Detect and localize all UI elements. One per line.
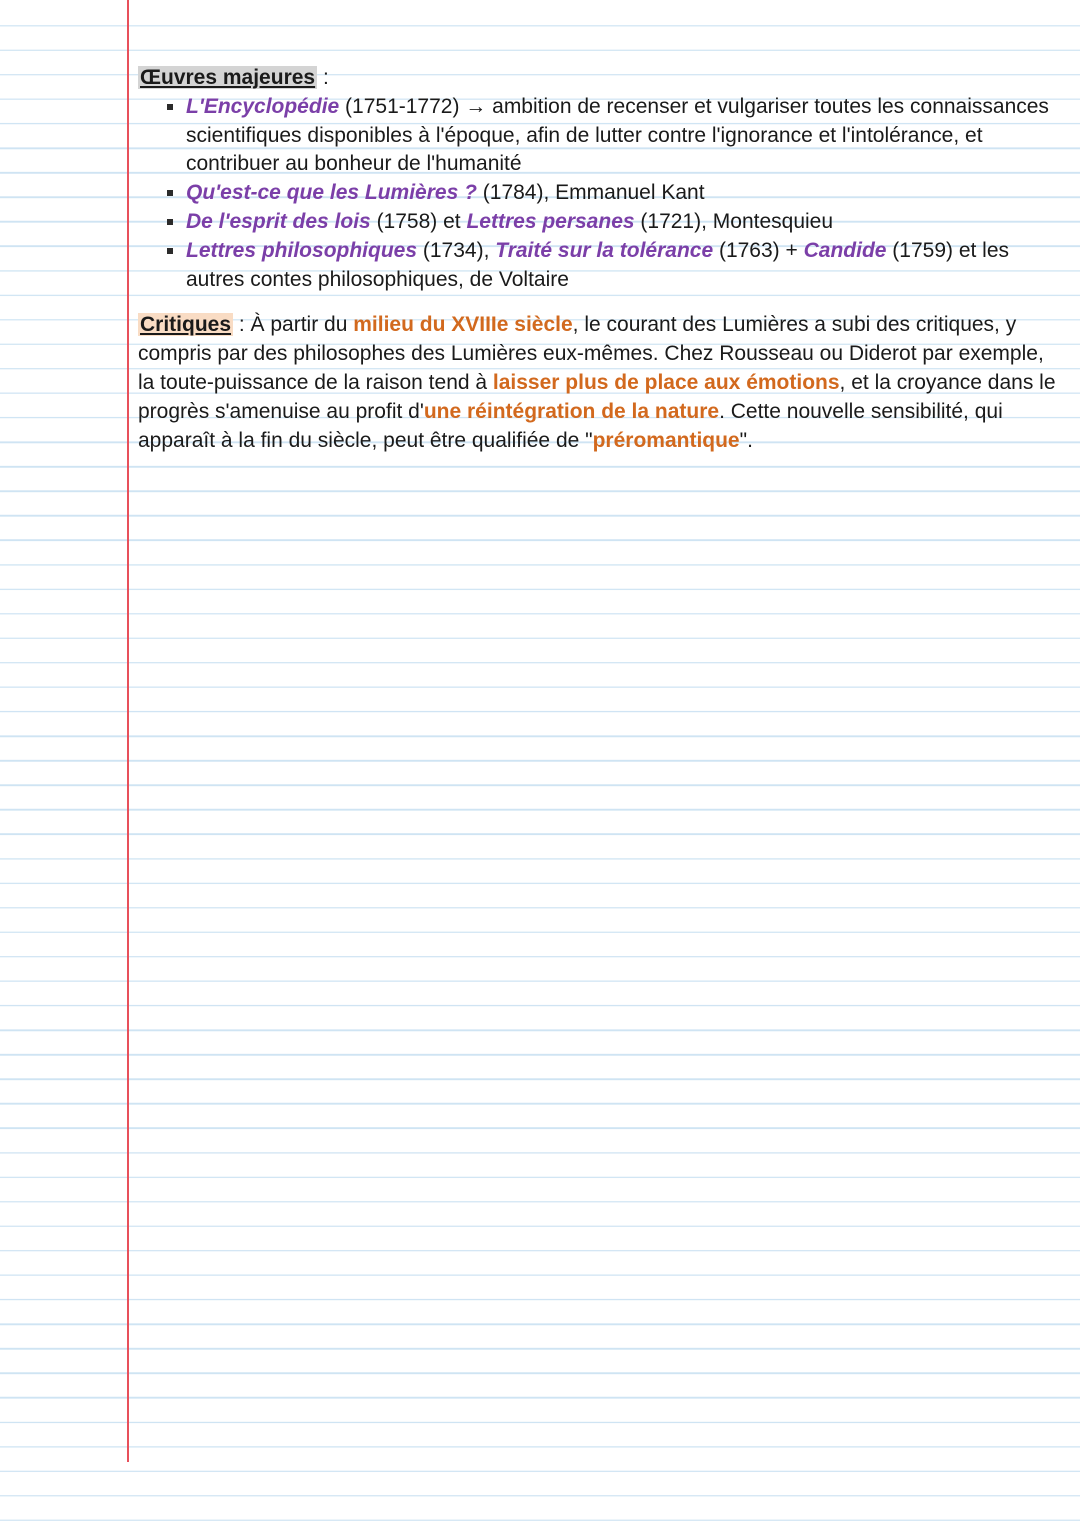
critiques-paragraph (138, 311, 1058, 455)
work-details: (1763) + (713, 238, 804, 262)
work-details: (1734), (417, 238, 496, 262)
critiques-text: : À partir du (233, 313, 354, 337)
critiques-highlight: préromantique (592, 428, 740, 452)
notes-content (138, 64, 1058, 455)
work-title: Candide (803, 238, 887, 262)
list-item (186, 237, 1058, 295)
oeuvres-heading: Œuvres majeures (140, 66, 316, 89)
work-details: (1758) et (370, 209, 467, 233)
work-details: (1721), Montesquieu (634, 209, 834, 233)
work-title: Qu'est-ce que les Lumières ? (186, 181, 477, 205)
work-title: L'Encyclopédie (186, 94, 340, 118)
critiques-text: , le courant des Lumières a subi des critiques, y compris par des philosophes des Lumières eux-mêmes. Chez Rousseau ou Diderot par exemple, la toute-puissance de la raison tend à (138, 313, 1044, 394)
works-list (138, 93, 1058, 295)
work-title: Lettres persanes (466, 209, 635, 233)
bullet-icon (167, 104, 173, 110)
oeuvres-heading-line (138, 64, 1058, 93)
margin-line (127, 0, 129, 1462)
list-item (186, 208, 1058, 237)
bullet-icon (167, 219, 173, 225)
list-item (186, 93, 1058, 179)
work-details: (1759) et les autres contes philosophiques, de Voltaire (186, 238, 1010, 291)
work-title: De l'esprit des lois (186, 209, 371, 233)
critiques-text: , et la croyance dans le progrès s'amenuise au profit d' (138, 370, 1056, 423)
oeuvres-colon: : (317, 66, 329, 89)
critiques-highlight: une réintégration de la nature (423, 399, 720, 423)
critiques-highlight: milieu du XVIIIe siècle (353, 313, 573, 337)
work-title: Lettres philosophiques (186, 238, 418, 262)
work-title: Traité sur la tolérance (495, 238, 714, 262)
critiques-text: ". (739, 428, 753, 452)
critiques-text: . Cette nouvelle sensibilité, qui apparaît à la fin du siècle, peut être qualifiée de " (138, 399, 1003, 452)
list-item (186, 179, 1058, 208)
work-details: (1784), Emmanuel Kant (476, 181, 705, 205)
critiques-heading: Critiques (140, 313, 232, 337)
work-details: (1751-1772) → ambition de recenser et vulgariser toutes les connaissances scientifiques disponibles à l'époque, afin de lutter contre l'ignorance et l'intolérance, et contribuer au bonheur de l'humanité (186, 94, 1049, 176)
bullet-icon (167, 190, 173, 196)
bullet-icon (167, 248, 173, 254)
critiques-highlight: laisser plus de place aux émotions (492, 370, 840, 394)
